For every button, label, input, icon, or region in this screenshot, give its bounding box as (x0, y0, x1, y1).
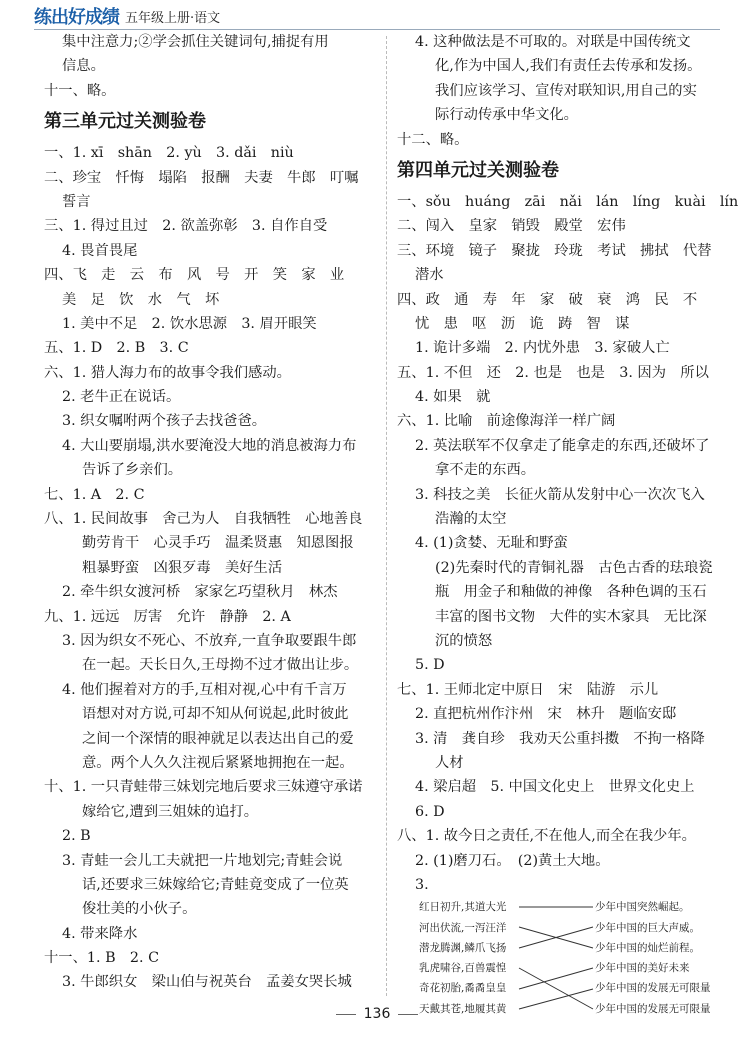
answer-line: 沉的愤怒 (435, 632, 493, 649)
answer-line: 5. D (415, 657, 445, 674)
answer-line: 誓言 (62, 193, 91, 210)
answer-line: 六、1. 猎人海力布的故事令我们感动。 (44, 364, 291, 381)
answer-line: (2)先秦时代的青铜礼器 古色古香的珐琅瓷 (435, 559, 713, 576)
page-header (34, 4, 220, 28)
matching-item: 少年中国的灿烂前程。 (595, 941, 700, 954)
answer-line: 3. 牛郎织女 梁山伯与祝英台 孟姜女哭长城 (62, 974, 352, 991)
answer-line: 拿不走的东西。 (435, 462, 536, 479)
answer-line: 3. 清 龚自珍 我劝天公重抖擞 不拘一格降 (415, 730, 705, 747)
answer-line: 三、1. 得过且过 2. 欲盖弥彰 3. 自作自受 (44, 218, 328, 235)
answer-line: 浩瀚的太空 (435, 511, 507, 528)
answer-line: 二、闯入 皇家 销毁 殿堂 宏伟 (397, 218, 626, 235)
answer-line: 告诉了乡亲们。 (82, 462, 183, 479)
answer-line: 八、1. 民间故事 舍己为人 自我牺牲 心地善良 (44, 511, 363, 528)
matching-item: 奇花初胎,矞矞皇皇 (419, 982, 507, 995)
answer-line: 嫁给它,遭到三姐妹的追打。 (82, 803, 259, 820)
answer-line: 三、环境 镜子 聚拢 玲珑 考试 拂拭 代替 (397, 242, 712, 259)
right-column (397, 30, 739, 1063)
answer-line: 四、飞 走 云 布 风 号 开 笑 家 业 (44, 267, 345, 284)
matching-item: 少年中国的发展无可限量 (595, 982, 711, 995)
answer-line: 4. (1)贪婪、无耻和野蛮 (415, 535, 568, 552)
answer-line: 八、1. 故今日之责任,不在他人,而全在我少年。 (397, 828, 696, 845)
answer-line: 化,作为中国人,我们有责任去传承和发扬。 (435, 58, 702, 75)
answer-line: 七、1. A 2. C (44, 486, 145, 503)
answer-line: 4. 这种做法是不可取的。对联是中国传统文 (415, 34, 691, 50)
answer-line: 五、1. D 2. B 3. C (44, 340, 189, 357)
answer-line: 忧 患 呕 沥 诡 踌 智 谋 (415, 315, 630, 332)
answer-line: 七、1. 王师北定中原日 宋 陆游 示儿 (397, 681, 659, 698)
answer-line: 2. 英法联军不仅拿走了能拿走的东西,还破坏了 (415, 437, 710, 454)
book-subject: 五年级上册·语文 (125, 10, 221, 26)
page-number: 136 (0, 1006, 754, 1022)
answer-line: 4. 畏首畏尾 (62, 242, 138, 259)
answer-line: 勤劳肯干 心灵手巧 温柔贤惠 知恩图报 (82, 535, 354, 552)
brand-logo: 练出好成绩 (34, 7, 119, 28)
right-column-text (397, 30, 739, 897)
matching-item: 少年中国的巨大声威。 (595, 921, 700, 934)
answer-line: 瓶 用金子和釉做的神像 各种色调的玉石 (435, 584, 707, 601)
answer-line: 十二、略。 (397, 131, 469, 148)
answer-line: 意。两个人久久注视后紧紧地拥抱在一起。 (82, 754, 354, 771)
section-heading: 第四单元过关测验卷 (397, 159, 559, 181)
answer-line: 2. 直把杭州作汴州 宋 林升 题临安邸 (415, 706, 677, 723)
answer-line: 2. (1)磨刀石。 (2)黄土大地。 (415, 852, 610, 869)
left-column (44, 30, 378, 995)
answer-line: 2. 老牛正在说话。 (62, 389, 181, 406)
answer-line: 集中注意力;②学会抓住关键词句,捕捉有用 (62, 34, 329, 50)
answer-line: 之间一个深情的眼神就足以表达出自己的爱 (82, 730, 354, 747)
matching-item: 潜龙腾渊,鳞爪飞扬 (419, 941, 507, 954)
answer-line: 五、1. 不但 还 2. 也是 也是 3. 因为 所以 (397, 364, 709, 381)
answer-line: 潜水 (415, 267, 444, 284)
matching-item: 少年中国的美好未来 (595, 962, 690, 975)
answer-line: 信息。 (62, 58, 105, 75)
answer-line: 2. 牵牛织女渡河桥 家家乞巧望秋月 林杰 (62, 584, 338, 601)
answer-line: 丰富的图书文物 大件的实木家具 无比深 (435, 608, 707, 625)
answer-line: 6. D (415, 803, 445, 820)
answer-line: 3. 织女嘱咐两个孩子去找爸爸。 (62, 413, 267, 430)
answer-line: 4. 大山要崩塌,洪水要淹没大地的消息被海力布 (62, 437, 357, 454)
matching-left-items (419, 897, 506, 1019)
answer-line: 2. B (62, 828, 91, 845)
answer-line: 1. 诡计多端 2. 内忧外患 3. 家破人亡 (415, 340, 670, 357)
answer-line: 人材 (435, 754, 464, 771)
answer-line: 四、政 通 寿 年 家 破 衰 鸿 民 不 (397, 291, 698, 308)
answer-line: 4. 如果 就 (415, 389, 491, 406)
answer-line: 二、珍宝 忏悔 塌陷 报酬 夫妻 牛郎 叮嘱 (44, 169, 359, 186)
answer-line: 粗暴野蛮 凶狠歹毒 美好生活 (82, 559, 283, 576)
column-divider (386, 36, 387, 996)
section-heading: 第三单元过关测验卷 (44, 111, 206, 133)
answer-line: 俊壮美的小伙子。 (82, 901, 197, 918)
answer-line: 3. 科技之美 长征火箭从发射中心一次次飞入 (415, 486, 705, 503)
answer-line: 十一、略。 (44, 82, 116, 99)
matching-exercise (397, 897, 727, 1063)
answer-line: 1. 美中不足 2. 饮水思源 3. 眉开眼笑 (62, 315, 317, 332)
answer-line: 4. 他们握着对方的手,互相对视,心中有千言万 (62, 681, 347, 698)
matching-item: 少年中国突然崛起。 (595, 901, 690, 914)
matching-item: 红日初升,其道大光 (419, 901, 507, 914)
answer-line: 六、1. 比喻 前途像海洋一样广阔 (397, 413, 616, 430)
answer-line: 语想对对方说,可却不知从何说起,此时彼此 (82, 706, 349, 723)
matching-item: 河出伏流,一泻汪洋 (419, 921, 507, 934)
matching-item: 天戴其苍,地履其黄 (419, 1002, 507, 1015)
answer-line: 十、1. 一只青蛙带三妹划完地后要求三妹遵守承诺 (44, 779, 363, 796)
answer-line: 我们应该学习、宣传对联知识,用自己的实 (435, 82, 697, 99)
answer-line: 九、1. 远远 厉害 允许 静静 2. A (44, 608, 291, 625)
answer-line: 话,还要求三妹嫁给它;青蛙竟变成了一位英 (82, 876, 349, 893)
matching-right-items (595, 897, 711, 1019)
matching-item: 乳虎啸谷,百兽震惶 (419, 962, 507, 975)
answer-line: 3. (415, 876, 429, 893)
answer-line: 3. 因为织女不死心、不放弃,一直争取要跟牛郎 (62, 632, 357, 649)
answer-line: 一、sǒu huáng zāi nǎi lán líng kuài lín (397, 193, 739, 210)
answer-line: 4. 带来降水 (62, 925, 138, 942)
answer-line: 在一起。天长日久,王母拗不过才做出让步。 (82, 657, 359, 674)
answer-line: 3. 青蛙一会儿工夫就把一片地划完;青蛙会说 (62, 852, 343, 869)
answer-line: 十一、1. B 2. C (44, 950, 160, 967)
answer-line: 际行动传承中华文化。 (435, 107, 578, 124)
answer-line: 美 足 饮 水 气 坏 (62, 291, 220, 308)
answer-line: 4. 梁启超 5. 中国文化史上 世界文化史上 (415, 779, 695, 796)
matching-item: 少年中国的发展无可限量 (595, 1002, 711, 1015)
answer-line: 一、1. xī shān 2. yù 3. dǎi niù (44, 145, 294, 162)
